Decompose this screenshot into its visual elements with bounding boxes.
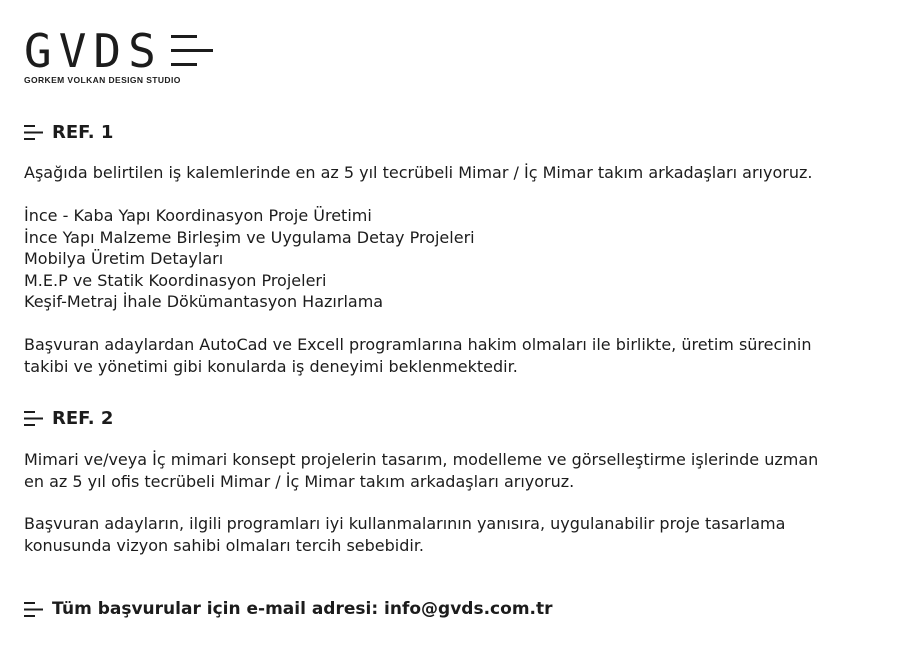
contact-line (24, 599, 553, 619)
ref1-title: REF. 1 (52, 122, 114, 143)
menu-lines-icon (24, 410, 44, 427)
ref1-intro: Aşağıda belirtilen iş kalemlerinde en az 5 yıl tecrübeli Mimar / İç Mimar takım arkadaşları arıyoruz. (24, 163, 813, 182)
menu-lines-icon (24, 601, 44, 618)
logo-wordmark: GVDS (24, 24, 163, 78)
list-item: Mobilya Üretim Detayları (24, 249, 224, 268)
logo-bars-icon (171, 31, 215, 71)
menu-lines-icon (24, 124, 44, 141)
list-item: İnce Yapı Malzeme Birleşim ve Uygulama Detay Projeleri (24, 227, 475, 247)
ref1-heading (24, 122, 113, 143)
logo-subtitle: GORKEM VOLKAN DESIGN STUDIO (24, 75, 181, 85)
ref2-preference: Başvuran adayların, ilgili programları iyi kullanmalarının yanısıra, uygulanabilir proje tasarlama konusunda vizyon sahibi olmaları tercih sebebidir. (24, 514, 786, 555)
ref2-heading (24, 408, 113, 429)
ref1-requirement: Başvuran adaylardan AutoCad ve Excell programlarına hakim olmaları ile birlikte, üretim sürecinin takibi ve yönetimi gibi konularda iş deneyimi beklenmektedir. (24, 335, 812, 376)
ref2-title: REF. 2 (52, 408, 114, 429)
list-item: Keşif-Metraj İhale Dökümantasyon Hazırlama (24, 292, 384, 311)
list-item: M.E.P ve Statik Koordinasyon Projeleri (24, 270, 327, 290)
list-item: İnce - Kaba Yapı Koordinasyon Proje Üretimi (24, 206, 372, 225)
ref2-intro: Mimari ve/veya İç mimari konsept projelerin tasarım, modelleme ve görselleştirme işlerinde uzman en az 5 yıl ofis tecrübeli Mimar / İç Mimar takım arkadaşları arıyoruz. (24, 450, 819, 491)
contact-email-text: Tüm başvurular için e-mail adresi: info@gvds.com.tr (52, 599, 553, 619)
ref1-item-list (24, 205, 884, 313)
gvds-logo (24, 24, 215, 85)
